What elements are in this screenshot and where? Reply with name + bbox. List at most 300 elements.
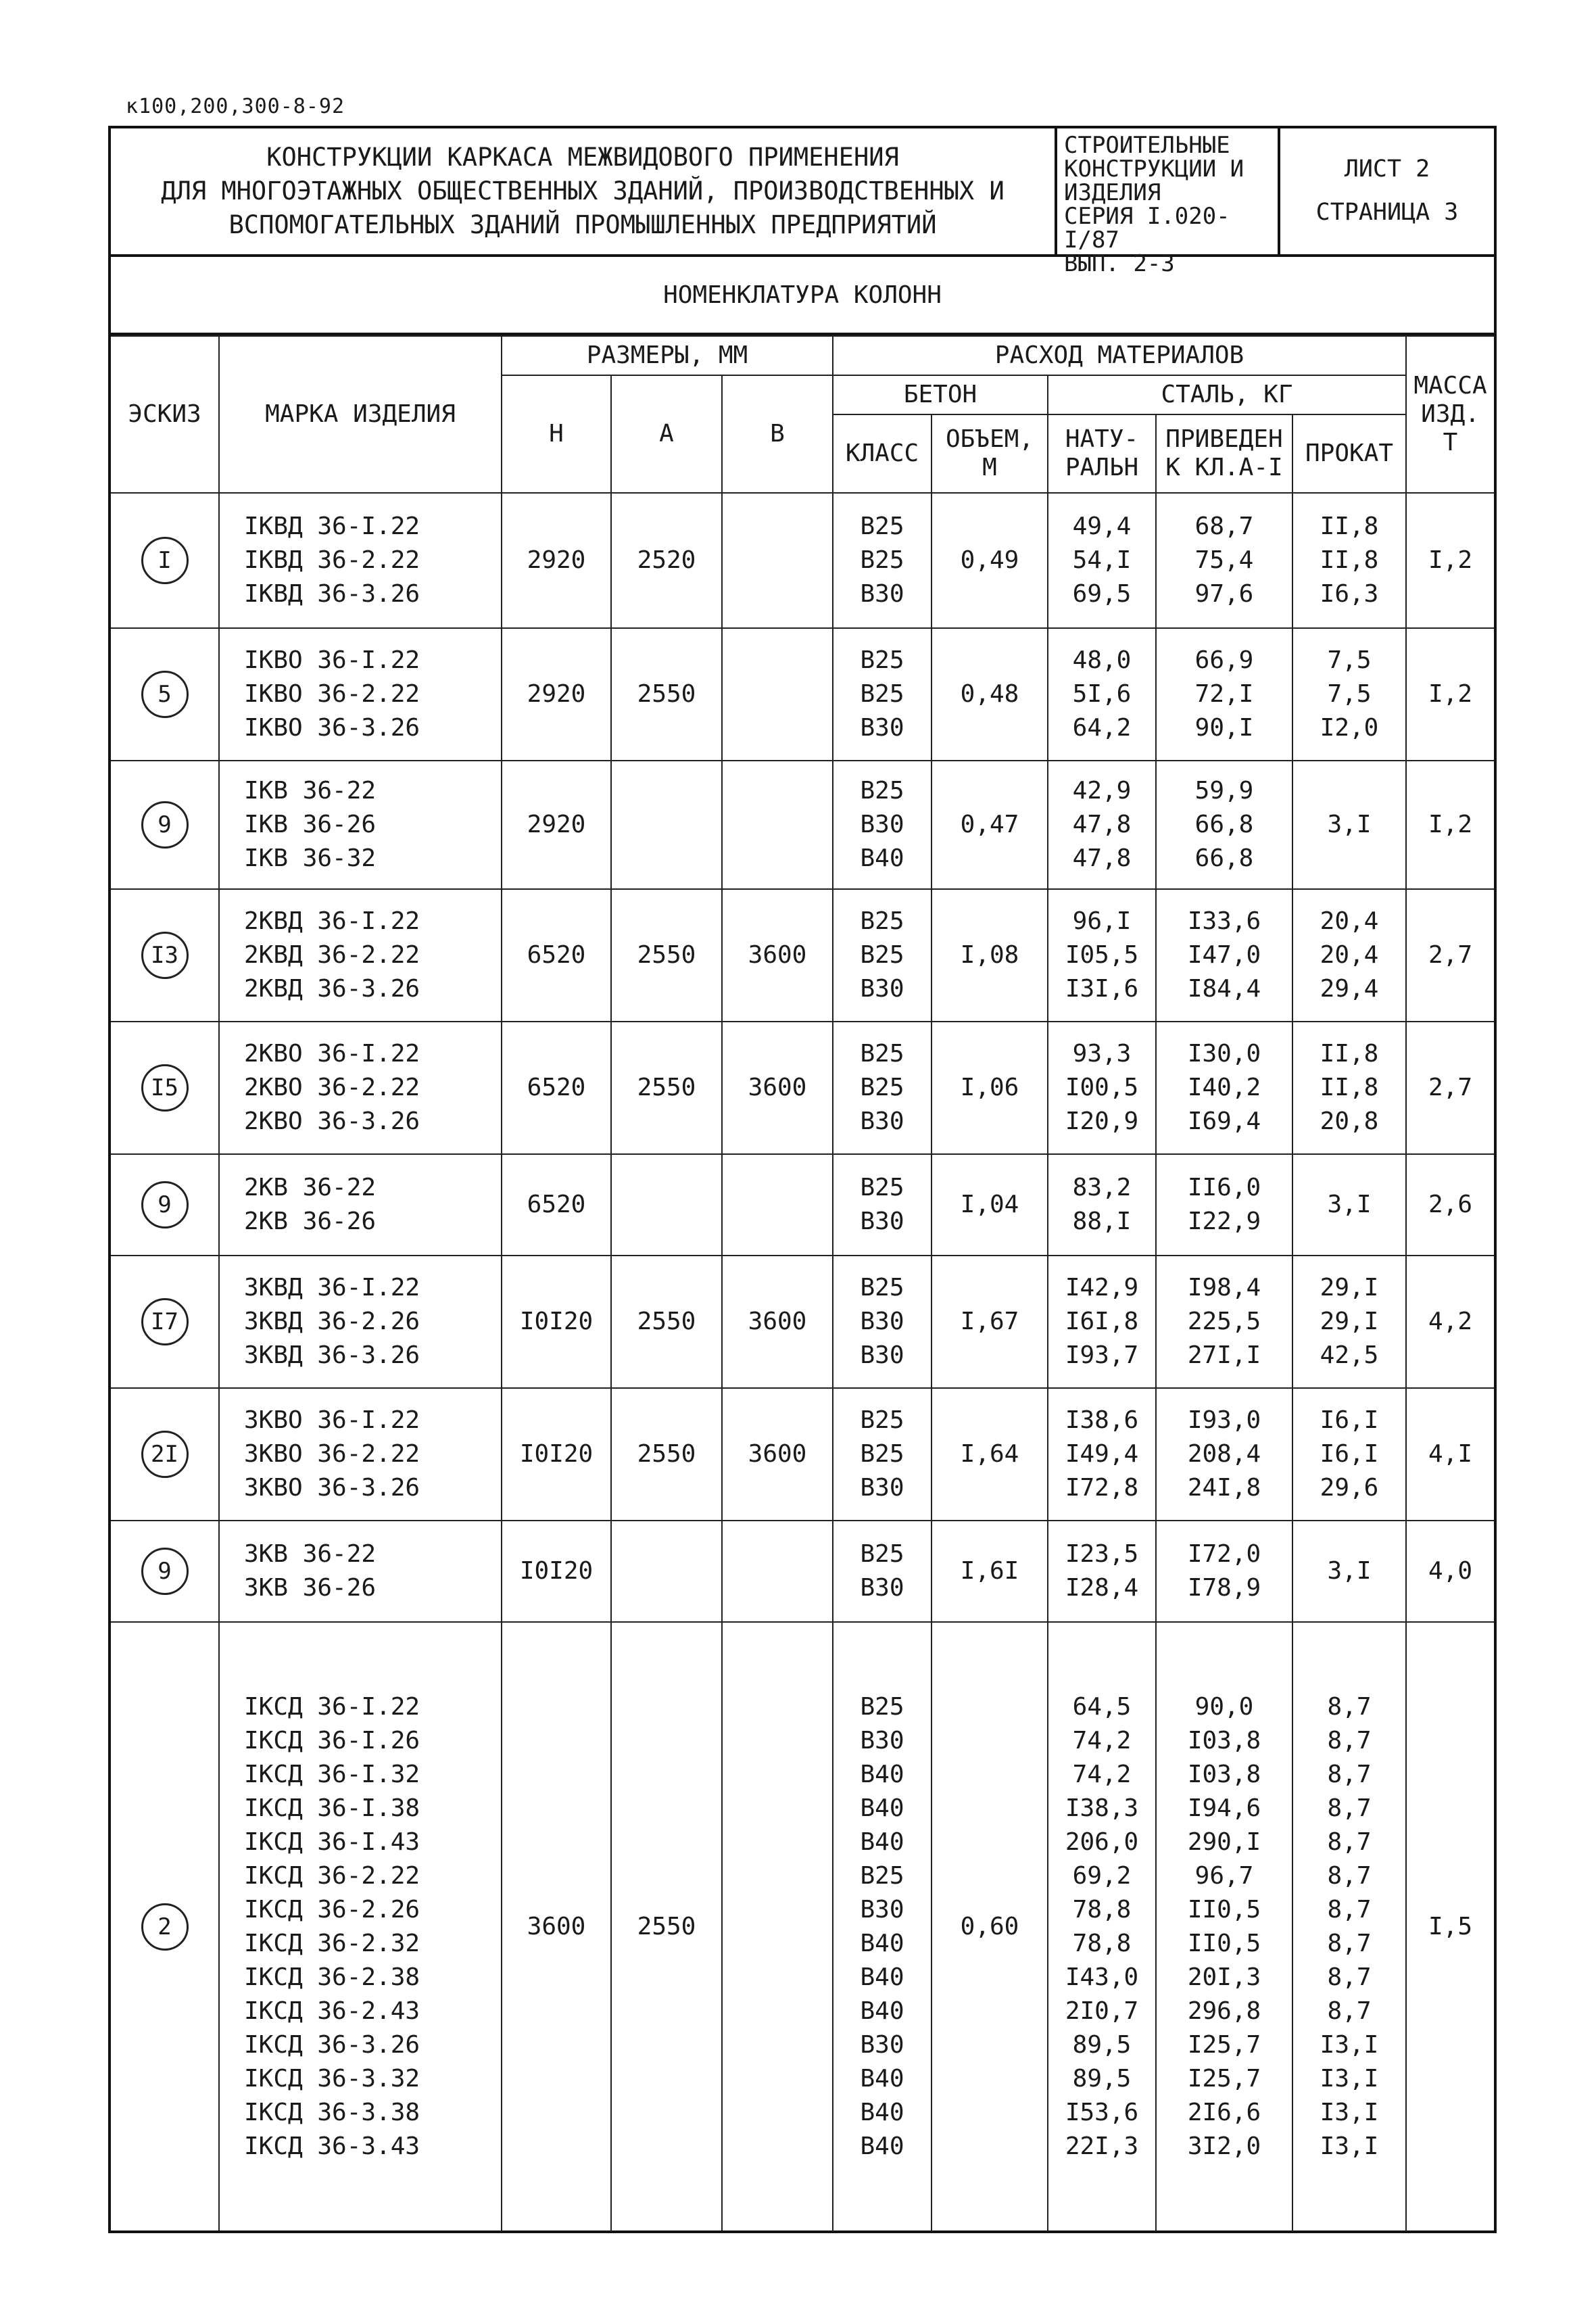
concrete-class-value: В25 — [860, 646, 904, 674]
size-b-cell — [722, 761, 833, 889]
sketch-number: 9 — [141, 1181, 189, 1228]
mark-cell — [219, 1022, 502, 1154]
concrete-class-value: В25 — [860, 941, 904, 969]
steel-reduced-value: I25,7 — [1187, 2030, 1261, 2059]
steel-rolled-value: II,8 — [1320, 1074, 1379, 1101]
steel-natural-value: 48,0 — [1072, 646, 1132, 674]
size-a-cell: 2550 — [611, 889, 722, 1022]
steel-rolled-value: I6,3 — [1320, 580, 1379, 608]
mark-value: IКСД 36-3.43 — [244, 2132, 420, 2160]
sketch-number: 9 — [141, 801, 189, 849]
mark-value: 2КВ 36-26 — [244, 1208, 377, 1235]
steel-rolled-value: 20,4 — [1320, 907, 1379, 935]
table-body — [111, 493, 1494, 2230]
steel-reduced-value: 90,0 — [1194, 1692, 1254, 1721]
mark-value: IКВО 36-3.26 — [244, 714, 420, 742]
size-a-cell — [611, 761, 722, 889]
concrete-class-value: В40 — [860, 1963, 904, 1991]
steel-natural-cell — [1048, 761, 1156, 889]
steel-reduced-value: I25,7 — [1187, 2064, 1261, 2093]
series-line: КОНСТРУКЦИИ И — [1064, 156, 1244, 183]
size-a-cell — [611, 1521, 722, 1622]
title-line: КОНСТРУКЦИИ КАРКАСА МЕЖВИДОВОГО ПРИМЕНЕНИЯ — [266, 143, 899, 172]
table-row — [111, 628, 1494, 761]
concrete-class-value: В30 — [860, 811, 904, 838]
concrete-class-value: В30 — [860, 1208, 904, 1235]
sketch-number: I7 — [141, 1298, 189, 1345]
sketch-cell — [111, 1154, 219, 1256]
document-code: к100,200,300-8-92 — [126, 95, 345, 118]
steel-reduced-cell — [1156, 628, 1292, 761]
concrete-class-value: В25 — [860, 907, 904, 935]
concrete-class-cell — [833, 1022, 932, 1154]
steel-rolled-value: 29,I — [1320, 1274, 1379, 1302]
steel-reduced-value: II6,0 — [1187, 1174, 1261, 1201]
size-a-cell: 2520 — [611, 493, 722, 628]
mark-cell — [219, 761, 502, 889]
steel-rolled-cell — [1292, 493, 1406, 628]
steel-reduced-value: I84,4 — [1187, 975, 1261, 1003]
concrete-class-value: В30 — [860, 714, 904, 742]
document-title — [111, 128, 1057, 254]
size-b-cell: 3600 — [722, 1256, 833, 1388]
mark-value: 3КВ 36-22 — [244, 1540, 377, 1568]
series-info — [1057, 128, 1280, 277]
steel-reduced-value: 66,8 — [1194, 811, 1254, 838]
concrete-class-value: В30 — [860, 2030, 904, 2059]
mark-value: IКВ 36-32 — [244, 844, 377, 872]
steel-reduced-cell — [1156, 889, 1292, 1022]
mark-value: IКВД 36-2.22 — [244, 546, 420, 574]
steel-reduced-value: 20I,3 — [1187, 1963, 1261, 1991]
steel-natural-value: I00,5 — [1065, 1074, 1139, 1101]
steel-rolled-cell — [1292, 1622, 1406, 2230]
mark-value: IКСД 36-3.32 — [244, 2064, 420, 2093]
steel-natural-value: I72,8 — [1065, 1474, 1139, 1502]
volume-header-line: М — [982, 454, 997, 481]
steel-natural-value: 49,4 — [1072, 512, 1132, 540]
steel-reduced-cell — [1156, 1622, 1292, 2230]
steel-natural-value: 42,9 — [1072, 777, 1132, 805]
steel-reduced-value: 66,8 — [1194, 844, 1254, 872]
steel-natural-cell — [1048, 1154, 1156, 1256]
size-b-cell: 3600 — [722, 1022, 833, 1154]
steel-rolled-cell — [1292, 761, 1406, 889]
steel-reduced-value: 66,9 — [1194, 646, 1254, 674]
mass-cell: 4,I — [1406, 1388, 1494, 1521]
height-h-cell: 2920 — [502, 493, 611, 628]
steel-natural-value: 2I0,7 — [1065, 1997, 1139, 2025]
col-a: А — [611, 375, 722, 493]
steel-rolled-cell — [1292, 628, 1406, 761]
table-row — [111, 493, 1494, 628]
table-row — [111, 1521, 1494, 1622]
concrete-class-value: В40 — [860, 1997, 904, 2025]
col-steel: СТАЛЬ, КГ — [1048, 375, 1406, 414]
col-natural — [1048, 414, 1156, 493]
steel-rolled-value: 42,5 — [1320, 1341, 1379, 1369]
mark-cell — [219, 493, 502, 628]
steel-reduced-value: I47,0 — [1187, 941, 1261, 969]
mark-value: 3КВО 36-3.26 — [244, 1474, 420, 1502]
mark-cell — [219, 889, 502, 1022]
size-b-cell — [722, 493, 833, 628]
steel-rolled-value: I3,I — [1320, 2064, 1379, 2093]
steel-natural-value: I23,5 — [1065, 1540, 1139, 1568]
steel-reduced-cell — [1156, 761, 1292, 889]
title-line: ВСПОМОГАТЕЛЬНЫХ ЗДАНИЙ ПРОМЫШЛЕННЫХ ПРЕДПРИЯТИЙ — [228, 210, 937, 239]
mark-value: 2КВО 36-2.22 — [244, 1074, 420, 1101]
col-sketch: ЭСКИЗ — [111, 336, 219, 493]
steel-reduced-value: 27I,I — [1187, 1341, 1261, 1369]
steel-reduced-value: 72,I — [1194, 680, 1254, 708]
col-mark: МАРКА ИЗДЕЛИЯ — [219, 336, 502, 493]
steel-rolled-value: 8,7 — [1327, 1861, 1372, 1890]
mark-value: IКСД 36-I.32 — [244, 1760, 420, 1788]
table-row — [111, 889, 1494, 1022]
series-line: ВЫП. 2-3 — [1064, 250, 1175, 277]
concrete-class-cell — [833, 1388, 932, 1521]
steel-reduced-value: I40,2 — [1187, 1074, 1261, 1101]
steel-reduced-value: I72,0 — [1187, 1540, 1261, 1568]
concrete-class-value: В40 — [860, 2132, 904, 2160]
mass-header-line: ИЗД. — [1421, 400, 1480, 428]
steel-reduced-value: 296,8 — [1187, 1997, 1261, 2025]
steel-natural-value: 5I,6 — [1072, 680, 1132, 708]
size-b-cell — [722, 628, 833, 761]
steel-rolled-value: 3,I — [1327, 811, 1372, 838]
concrete-class-value: В25 — [860, 777, 904, 805]
reduced-header-line: ПРИВЕДЕН — [1165, 425, 1283, 453]
steel-natural-value: I6I,8 — [1065, 1308, 1139, 1335]
steel-rolled-value: 7,5 — [1327, 646, 1372, 674]
concrete-class-value: В40 — [860, 844, 904, 872]
steel-natural-value: 69,2 — [1072, 1861, 1132, 1890]
mass-header-line: Т — [1443, 429, 1458, 456]
volume-header-line: ОБЪЕМ, — [945, 425, 1034, 453]
steel-reduced-value: 2I6,6 — [1187, 2098, 1261, 2126]
steel-rolled-value: II,8 — [1320, 546, 1379, 574]
steel-reduced-cell — [1156, 1521, 1292, 1622]
steel-reduced-value: I22,9 — [1187, 1208, 1261, 1235]
mark-value: 3КВО 36-2.22 — [244, 1440, 420, 1468]
steel-natural-value: 78,8 — [1072, 1895, 1132, 1924]
mark-cell — [219, 1388, 502, 1521]
height-h-cell: 6520 — [502, 1154, 611, 1256]
col-concrete: БЕТОН — [833, 375, 1048, 414]
height-h-cell: 2920 — [502, 628, 611, 761]
mass-cell: I,5 — [1406, 1622, 1494, 2230]
steel-rolled-cell — [1292, 889, 1406, 1022]
steel-natural-value: 74,2 — [1072, 1726, 1132, 1755]
concrete-class-value: В30 — [860, 1726, 904, 1755]
size-a-cell: 2550 — [611, 1256, 722, 1388]
steel-reduced-value: I30,0 — [1187, 1040, 1261, 1068]
steel-natural-value: 88,I — [1072, 1208, 1132, 1235]
steel-reduced-cell — [1156, 1154, 1292, 1256]
concrete-volume-cell: 0,47 — [932, 761, 1048, 889]
steel-reduced-value: I33,6 — [1187, 907, 1261, 935]
concrete-class-value: В25 — [860, 1274, 904, 1302]
sketch-number: 9 — [141, 1548, 189, 1595]
concrete-class-value: В30 — [860, 580, 904, 608]
concrete-class-cell — [833, 1622, 932, 2230]
size-b-cell: 3600 — [722, 1388, 833, 1521]
steel-rolled-value: II,8 — [1320, 512, 1379, 540]
height-h-cell: I0I20 — [502, 1388, 611, 1521]
concrete-class-value: В40 — [860, 1828, 904, 1856]
steel-natural-value: I43,0 — [1065, 1963, 1139, 1991]
concrete-class-cell — [833, 493, 932, 628]
size-a-cell: 2550 — [611, 1622, 722, 2230]
steel-reduced-value: I03,8 — [1187, 1726, 1261, 1755]
col-h: Н — [502, 375, 611, 493]
steel-natural-value: 83,2 — [1072, 1174, 1132, 1201]
steel-rolled-cell — [1292, 1022, 1406, 1154]
concrete-volume-cell: I,04 — [932, 1154, 1048, 1256]
mark-value: IКСД 36-I.26 — [244, 1726, 420, 1755]
steel-rolled-value: 7,5 — [1327, 680, 1372, 708]
concrete-class-value: В40 — [860, 1929, 904, 1957]
mark-cell — [219, 1256, 502, 1388]
mass-cell: 4,2 — [1406, 1256, 1494, 1388]
steel-natural-cell — [1048, 1256, 1156, 1388]
sketch-cell — [111, 493, 219, 628]
sketch-number: 2I — [141, 1431, 189, 1478]
steel-reduced-value: I78,9 — [1187, 1574, 1261, 1602]
concrete-class-cell — [833, 889, 932, 1022]
col-b: В — [722, 375, 833, 493]
steel-reduced-value: 96,7 — [1194, 1861, 1254, 1890]
steel-natural-cell — [1048, 1388, 1156, 1521]
size-b-cell — [722, 1622, 833, 2230]
sketch-number: I5 — [141, 1064, 189, 1112]
natural-header-line: НАТУ- — [1065, 425, 1139, 453]
steel-reduced-value: I93,0 — [1187, 1406, 1261, 1434]
sketch-cell — [111, 1022, 219, 1154]
steel-rolled-value: I3,I — [1320, 2132, 1379, 2160]
steel-natural-value: I38,3 — [1065, 1794, 1139, 1822]
mark-value: IКСД 36-2.32 — [244, 1929, 420, 1957]
concrete-class-value: В25 — [860, 512, 904, 540]
concrete-class-value: В30 — [860, 975, 904, 1003]
mark-value: IКСД 36-3.26 — [244, 2030, 420, 2059]
mark-cell — [219, 1521, 502, 1622]
steel-natural-value: 47,8 — [1072, 844, 1132, 872]
steel-natural-value: I05,5 — [1065, 941, 1139, 969]
reduced-header-line: К КЛ.А-I — [1165, 454, 1283, 481]
concrete-class-value: В25 — [860, 1692, 904, 1721]
series-line: СТРОИТЕЛЬНЫЕ — [1064, 132, 1230, 159]
concrete-class-cell — [833, 628, 932, 761]
steel-natural-value: I20,9 — [1065, 1107, 1139, 1135]
sketch-cell — [111, 761, 219, 889]
concrete-class-cell — [833, 1256, 932, 1388]
mark-value: 3КВД 36-3.26 — [244, 1341, 420, 1369]
steel-rolled-value: 29,4 — [1320, 975, 1379, 1003]
steel-rolled-value: 8,7 — [1327, 1929, 1372, 1957]
series-line: ИЗДЕЛИЯ — [1064, 179, 1161, 206]
sketch-cell — [111, 1521, 219, 1622]
mass-cell: 2,6 — [1406, 1154, 1494, 1256]
steel-reduced-value: I98,4 — [1187, 1274, 1261, 1302]
concrete-class-value: В40 — [860, 1794, 904, 1822]
steel-natural-cell — [1048, 493, 1156, 628]
steel-natural-value: 47,8 — [1072, 811, 1132, 838]
steel-natural-value: 96,I — [1072, 907, 1132, 935]
steel-rolled-value: 8,7 — [1327, 1760, 1372, 1788]
size-b-cell: 3600 — [722, 889, 833, 1022]
steel-natural-cell — [1048, 1022, 1156, 1154]
page-number: СТРАНИЦА 3 — [1315, 199, 1459, 226]
steel-reduced-cell — [1156, 1388, 1292, 1521]
steel-rolled-value: II,8 — [1320, 1040, 1379, 1068]
mark-value: IКСД 36-I.38 — [244, 1794, 420, 1822]
steel-natural-value: 89,5 — [1072, 2064, 1132, 2093]
concrete-class-cell — [833, 1154, 932, 1256]
mark-value: IКСД 36-3.38 — [244, 2098, 420, 2126]
mass-cell: I,2 — [1406, 761, 1494, 889]
mark-cell — [219, 628, 502, 761]
series-line: СЕРИЯ I.020-I/87 — [1064, 203, 1230, 254]
steel-rolled-value: I3,I — [1320, 2098, 1379, 2126]
steel-natural-value: I38,6 — [1065, 1406, 1139, 1434]
mark-value: 2КВО 36-3.26 — [244, 1107, 420, 1135]
height-h-cell: 3600 — [502, 1622, 611, 2230]
mark-value: 2КВ 36-22 — [244, 1174, 377, 1201]
steel-natural-value: 78,8 — [1072, 1929, 1132, 1957]
steel-natural-value: 89,5 — [1072, 2030, 1132, 2059]
concrete-volume-cell: 0,49 — [932, 493, 1048, 628]
mark-value: 2КВД 36-2.22 — [244, 941, 420, 969]
mark-value: 2КВД 36-I.22 — [244, 907, 420, 935]
steel-natural-value: 74,2 — [1072, 1760, 1132, 1788]
mark-value: 3КВО 36-I.22 — [244, 1406, 420, 1434]
height-h-cell: 2920 — [502, 761, 611, 889]
concrete-class-value: В25 — [860, 1040, 904, 1068]
steel-natural-cell — [1048, 889, 1156, 1022]
mark-cell — [219, 1154, 502, 1256]
concrete-volume-cell: I,08 — [932, 889, 1048, 1022]
steel-natural-value: I93,7 — [1065, 1341, 1139, 1369]
mass-cell: I,2 — [1406, 628, 1494, 761]
sheet-number: ЛИСТ 2 — [1344, 156, 1430, 183]
size-b-cell — [722, 1154, 833, 1256]
steel-rolled-value: 3,I — [1327, 1557, 1372, 1585]
steel-natural-value: I28,4 — [1065, 1574, 1139, 1602]
concrete-class-value: В25 — [860, 1174, 904, 1201]
concrete-volume-cell: I,06 — [932, 1022, 1048, 1154]
mark-value: 3КВ 36-26 — [244, 1574, 377, 1602]
steel-natural-value: 64,2 — [1072, 714, 1132, 742]
mark-value: IКВ 36-22 — [244, 777, 377, 805]
col-volume — [932, 414, 1048, 493]
steel-natural-value: I53,6 — [1065, 2098, 1139, 2126]
mass-cell: 4,0 — [1406, 1521, 1494, 1622]
mark-value: IКСД 36-I.22 — [244, 1692, 420, 1721]
steel-reduced-value: I03,8 — [1187, 1760, 1261, 1788]
col-mass — [1406, 336, 1494, 493]
height-h-cell: I0I20 — [502, 1521, 611, 1622]
size-b-cell — [722, 1521, 833, 1622]
sketch-number: 5 — [141, 671, 189, 718]
steel-rolled-value: I6,I — [1320, 1406, 1379, 1434]
sketch-cell — [111, 628, 219, 761]
col-rolled: ПРОКАТ — [1292, 414, 1406, 493]
concrete-class-cell — [833, 761, 932, 889]
concrete-class-value: В25 — [860, 1406, 904, 1434]
steel-rolled-value: 8,7 — [1327, 1895, 1372, 1924]
steel-rolled-value: 8,7 — [1327, 1963, 1372, 1991]
table-row — [111, 1154, 1494, 1256]
concrete-volume-cell: 0,48 — [932, 628, 1048, 761]
document-sheet — [108, 126, 1497, 2233]
sketch-cell — [111, 1622, 219, 2230]
steel-rolled-value: 8,7 — [1327, 1692, 1372, 1721]
steel-rolled-value: 3,I — [1327, 1191, 1372, 1218]
mark-value: IКВД 36-3.26 — [244, 580, 420, 608]
size-a-cell: 2550 — [611, 1022, 722, 1154]
mark-value: 2КВД 36-3.26 — [244, 975, 420, 1003]
mark-value: 2КВО 36-I.22 — [244, 1040, 420, 1068]
steel-reduced-value: 75,4 — [1194, 546, 1254, 574]
concrete-class-value: В40 — [860, 2064, 904, 2093]
steel-rolled-value: 8,7 — [1327, 1828, 1372, 1856]
size-a-cell: 2550 — [611, 1388, 722, 1521]
steel-rolled-value: 29,I — [1320, 1308, 1379, 1335]
steel-reduced-value: I94,6 — [1187, 1794, 1261, 1822]
table-row — [111, 761, 1494, 889]
steel-reduced-value: 290,I — [1187, 1828, 1261, 1856]
steel-rolled-value: 8,7 — [1327, 1726, 1372, 1755]
sketch-cell — [111, 1388, 219, 1521]
concrete-volume-cell: 0,60 — [932, 1622, 1048, 2230]
concrete-volume-cell: I,6I — [932, 1521, 1048, 1622]
height-h-cell: 6520 — [502, 1022, 611, 1154]
table-row — [111, 1022, 1494, 1154]
steel-natural-cell — [1048, 1521, 1156, 1622]
steel-natural-value: I3I,6 — [1065, 975, 1139, 1003]
concrete-class-value: В30 — [860, 1895, 904, 1924]
mark-value: IКВО 36-2.22 — [244, 680, 420, 708]
mass-cell: 2,7 — [1406, 1022, 1494, 1154]
sketch-number: 2 — [141, 1903, 189, 1951]
concrete-class-value: В25 — [860, 1540, 904, 1568]
steel-reduced-cell — [1156, 1256, 1292, 1388]
concrete-class-value: В30 — [860, 1107, 904, 1135]
col-sizes: РАЗМЕРЫ, ММ — [502, 336, 833, 375]
concrete-class-value: В25 — [860, 1861, 904, 1890]
columns-table — [111, 335, 1494, 2230]
steel-reduced-value: 225,5 — [1187, 1308, 1261, 1335]
steel-natural-value: I42,9 — [1065, 1274, 1139, 1302]
steel-reduced-value: 208,4 — [1187, 1440, 1261, 1468]
steel-rolled-value: 8,7 — [1327, 1794, 1372, 1822]
concrete-class-value: В25 — [860, 680, 904, 708]
size-a-cell — [611, 1154, 722, 1256]
mark-value: IКВО 36-I.22 — [244, 646, 420, 674]
concrete-class-value: В30 — [860, 1474, 904, 1502]
steel-reduced-value: 59,9 — [1194, 777, 1254, 805]
concrete-volume-cell: I,64 — [932, 1388, 1048, 1521]
table-row — [111, 1622, 1494, 2230]
steel-rolled-cell — [1292, 1256, 1406, 1388]
steel-natural-value: 22I,3 — [1065, 2132, 1139, 2160]
steel-rolled-value: 29,6 — [1320, 1474, 1379, 1502]
concrete-class-value: В25 — [860, 1440, 904, 1468]
concrete-class-value: В30 — [860, 1308, 904, 1335]
table-row — [111, 1256, 1494, 1388]
